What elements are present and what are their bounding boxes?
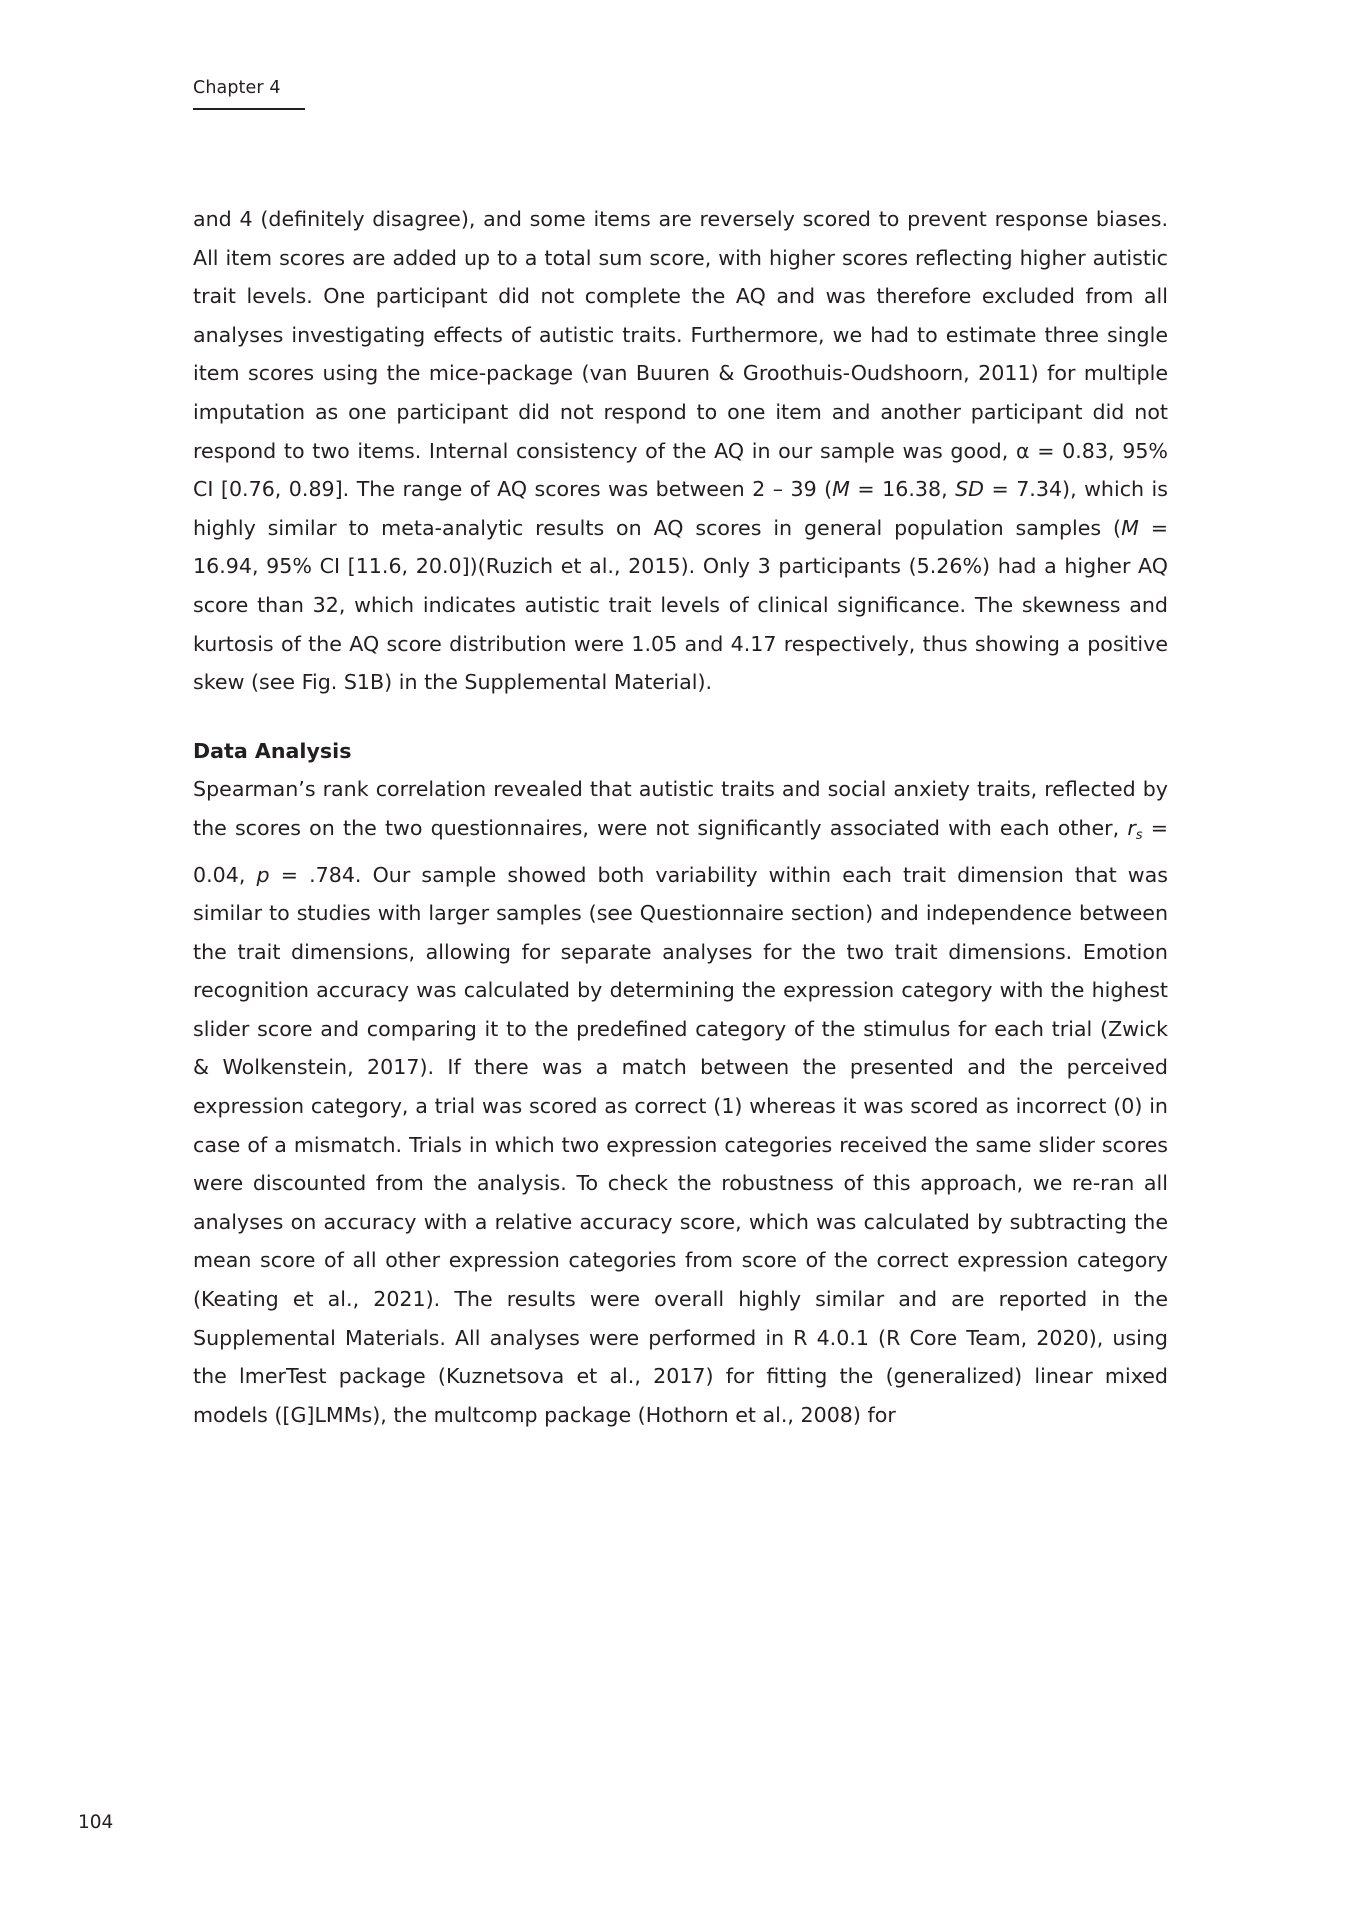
- paragraph-text-part: = 0.04,: [193, 815, 1168, 887]
- paragraph-text-part: Spearman’s rank correlation revealed that autistic traits and social anxiety traits, reflected by the scores on the two questionnaires, were not significantly associated with each other,: [193, 777, 1168, 840]
- stat-symbol-m: M: [1121, 515, 1139, 540]
- paragraph-data-analysis: [193, 770, 1168, 1434]
- paragraph-questionnaire: [193, 200, 1168, 702]
- paragraph-text-part: = .784. Our sample showed both variability within each trait dimension that was similar to studies with larger samples (see Questionnaire section) and independence between the trait dimensions, allowing for separate analyses for the two trait dimensions. Emotion recognition accuracy was calculated by determining the expression category with the highest slider score and comparing it to the predefined category of the stimulus for each trial (Zwick & Wolkenstein, 2017). If there was a match between the presented and the perceived expression category, a trial was scored as correct (1) whereas it was scored as incorrect (0) in case of a mismatch. Trials in which two expression categories received the same slider scores were discounted from the analysis. To check the robustness of this approach, we re-ran all analyses on accuracy with a relative accuracy score, which was calculated by subtracting the mean score of all other expression categories from score of the correct expression category (Keating et al., 2021). The results were overall highly similar and are reported in the Supplemental Materials. All analyses were performed in R 4.0.1 (R Core Team, 2020), using the lmerTest package (Kuznetsova et al., 2017) for fitting the (generalized) linear mixed models ([G]LMMs), the multcomp package (Hothorn et al., 2008) for: [193, 862, 1168, 1427]
- stat-symbol-r: r: [1127, 815, 1136, 840]
- running-head-rule: [193, 108, 305, 110]
- stat-subscript-s: s: [1135, 827, 1143, 843]
- stat-symbol-sd: SD: [955, 477, 985, 502]
- section-heading-data-analysis: Data Analysis: [193, 738, 352, 763]
- stat-symbol-m: M: [832, 477, 850, 502]
- paragraph-text-part: = 16.94, 95% CI [11.6, 20.0])(Ruzich et al., 2015). Only 3 participants (5.26%) had a higher AQ score than 32, which indicates autistic trait levels of clinical significance. The skewness and kurtosis of the AQ score distribution were 1.05 and 4.17 respectively, thus showing a positive skew (see Fig. S1B) in the Supplemental Material).: [193, 515, 1168, 695]
- stat-symbol-p: p: [256, 862, 270, 887]
- running-head: Chapter 4: [193, 78, 281, 98]
- page-content: [193, 200, 1168, 1434]
- paragraph-text-part: = 16.38,: [849, 477, 956, 502]
- page-number: 104: [78, 1812, 114, 1833]
- paragraph-text-part: and 4 (definitely disagree), and some items are reversely scored to prevent response biases. All item scores are added up to a total sum score, with higher scores reflecting higher autistic trait levels. One participant did not complete the AQ and was therefore excluded from all analyses investigating effects of autistic traits. Furthermore, we had to estimate three single item scores using the mice-package (van Buuren & Groothuis-Oudshoorn, 2011) for multiple imputation as one participant did not respond to one item and another participant did not respond to two items. Internal consistency of the AQ in our sample was good, α = 0.83, 95% CI [0.76, 0.89]. The range of AQ scores was between 2 – 39 (: [193, 207, 1168, 502]
- paragraph-text-part: = 7.34), which is highly similar to meta-analytic results on AQ scores in general population samples (: [193, 477, 1168, 540]
